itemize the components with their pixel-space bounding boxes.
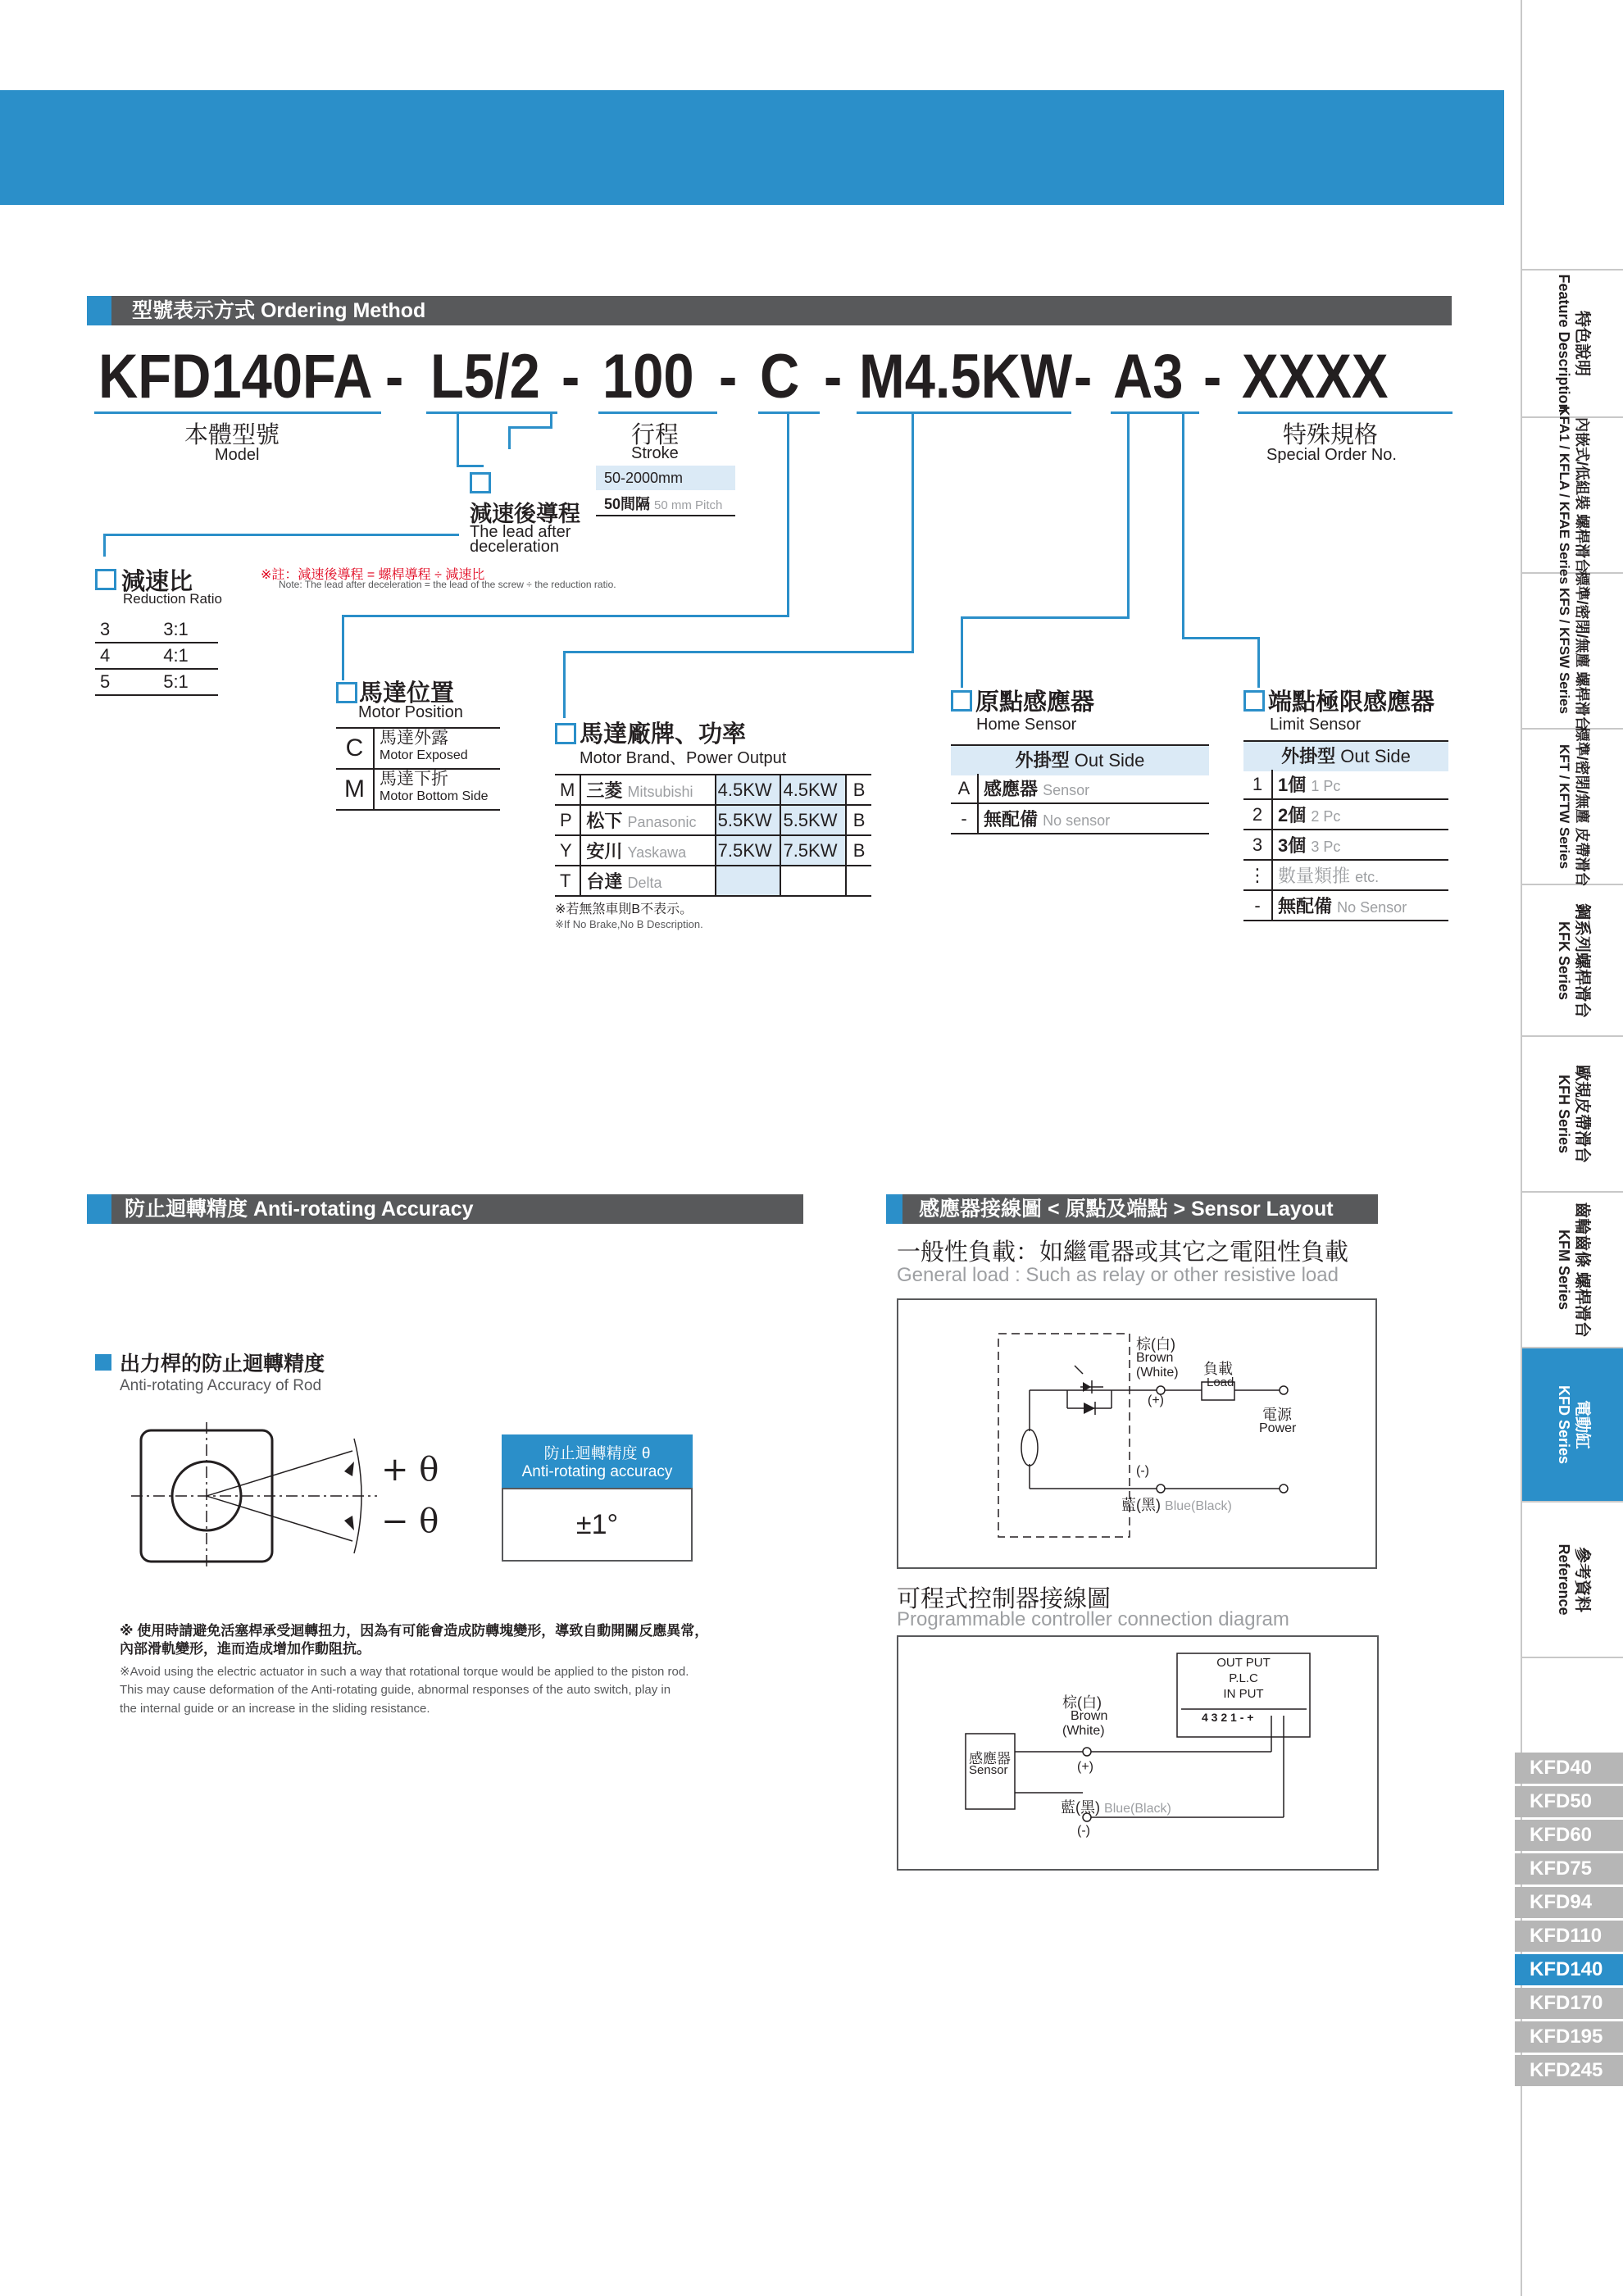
separator: - bbox=[1074, 342, 1093, 411]
model-tab-kfd195[interactable]: KFD195 bbox=[1515, 2021, 1623, 2053]
underline bbox=[94, 411, 381, 414]
power-label: 電源 bbox=[1262, 1407, 1292, 1423]
connector bbox=[1182, 414, 1184, 639]
lead-label-en-2: deceleration bbox=[470, 538, 559, 556]
connector bbox=[508, 426, 511, 449]
table-row: M 馬達下折 Motor Bottom Side bbox=[336, 770, 500, 811]
lead-note-en: Note: The lead after deceleration = the lead of the screw ÷ the reduction ratio. bbox=[279, 579, 616, 590]
table-row: 5 5:1 bbox=[95, 669, 218, 695]
separator: - bbox=[824, 342, 843, 411]
table-row: T 台達 Delta bbox=[555, 866, 871, 896]
bullet bbox=[95, 1354, 111, 1371]
model-code: KFD140FA bbox=[98, 342, 373, 411]
table-row: 3 3:1 bbox=[95, 617, 218, 643]
stroke-code: 100 bbox=[602, 342, 694, 411]
position-label: 馬達位置 bbox=[359, 680, 455, 707]
connector bbox=[342, 615, 789, 617]
ratio-table bbox=[95, 617, 218, 696]
minus-theta: − θ bbox=[381, 1503, 439, 1540]
load-label: 負載 bbox=[1203, 1361, 1233, 1377]
ratio-label-en: Reduction Ratio bbox=[123, 591, 222, 607]
brown-label-en: Brown bbox=[1136, 1351, 1174, 1365]
sidebar-tab-reference[interactable]: 參考資料 Reference bbox=[1522, 1503, 1623, 1658]
connector bbox=[563, 651, 914, 653]
anti-section-title: 防止迴轉精度 Anti-rotating Accuracy bbox=[87, 1194, 803, 1224]
sidebar-tab-kfs[interactable]: 標準/密閉/無塵 螺桿滑台 KFS / KFSW Series bbox=[1522, 574, 1623, 730]
anti-sub-title: 出力桿的防止迴轉精度 bbox=[120, 1353, 325, 1375]
sensor-section-title: 感應器接線圖 < 原點及端點 > Sensor Layout bbox=[886, 1194, 1378, 1224]
lead-note: ※註：減速後導程 = 螺桿導程 ÷ 減速比 bbox=[261, 568, 485, 582]
position-label-en: Motor Position bbox=[358, 703, 463, 721]
brand-note: ※若無煞車則B不表示。 bbox=[555, 902, 693, 916]
model-tab-kfd140[interactable]: KFD140 bbox=[1515, 1954, 1623, 1985]
plc-blue-label: 藍(黑) Blue(Black) bbox=[1061, 1799, 1171, 1816]
model-tab-kfd75[interactable]: KFD75 bbox=[1515, 1853, 1623, 1885]
connector bbox=[103, 534, 106, 557]
table-row: - 無配備 No Sensor bbox=[1243, 890, 1448, 921]
special-label-en: Special Order No. bbox=[1266, 446, 1397, 464]
stroke-range: 50-2000mm bbox=[596, 466, 735, 490]
connector bbox=[457, 465, 484, 467]
connector bbox=[912, 414, 914, 653]
warning-en-3: the internal guide or an increase in the sliding resistance. bbox=[120, 1702, 430, 1716]
brown-label: 棕(白) bbox=[1136, 1336, 1175, 1353]
table-row: 1 1個 1 Pc bbox=[1243, 770, 1448, 799]
model-tab-kfd94[interactable]: KFD94 bbox=[1515, 1887, 1623, 1918]
plc-brown-en: Brown bbox=[1071, 1709, 1108, 1723]
position-checkbox bbox=[336, 682, 357, 703]
lead-code: L5/2 bbox=[430, 342, 540, 411]
limit-table bbox=[1243, 770, 1448, 921]
brand-label: 馬達廠牌、功率 bbox=[580, 721, 747, 748]
connector bbox=[1257, 637, 1260, 688]
table-row: A 感應器 Sensor bbox=[951, 774, 1209, 803]
connector bbox=[508, 426, 552, 429]
limit-label: 端點極限感應器 bbox=[1268, 689, 1435, 716]
general-load-diagram bbox=[897, 1298, 1377, 1569]
warning-zh-2: 內部滑軌變形，進而造成增加作動阻抗。 bbox=[120, 1641, 371, 1657]
sidebar-tab-kfm[interactable]: 齒輪齒條 螺桿滑台 KFM Series bbox=[1522, 1193, 1623, 1348]
connector bbox=[103, 534, 459, 536]
brand-label-en: Motor Brand、Power Output bbox=[580, 749, 787, 767]
stroke-label: 行程 bbox=[631, 422, 680, 448]
separator: - bbox=[1203, 342, 1222, 411]
motor-code: M4.5KW bbox=[859, 342, 1073, 411]
separator: - bbox=[719, 342, 738, 411]
lead-checkbox bbox=[470, 472, 491, 493]
plc-sensor-label: 感應器 bbox=[969, 1751, 1011, 1766]
table-row: ⋮ 數量類推 etc. bbox=[1243, 860, 1448, 890]
anti-rotation-diagram bbox=[131, 1422, 426, 1570]
brown-label-en-2: (White) bbox=[1136, 1366, 1179, 1380]
blue-label: 藍(黑) Blue(Black) bbox=[1121, 1497, 1232, 1513]
home-table bbox=[951, 774, 1209, 834]
table-row: 3 3個 3 Pc bbox=[1243, 830, 1448, 860]
ratio-checkbox bbox=[95, 569, 116, 590]
plus-theta: + θ bbox=[381, 1451, 439, 1489]
accuracy-value: ±1° bbox=[502, 1488, 693, 1562]
table-row: C 馬達外露 Motor Exposed bbox=[336, 729, 500, 770]
minus-label: (-) bbox=[1136, 1464, 1149, 1478]
connector bbox=[563, 651, 566, 718]
connector bbox=[1182, 637, 1260, 639]
warning-en-2: This may cause deformation of the Anti-rotating guide, abnormal responses of the auto switch, play in bbox=[120, 1683, 671, 1697]
table-row: 2 2個 2 Pc bbox=[1243, 799, 1448, 830]
home-label-en: Home Sensor bbox=[976, 716, 1077, 734]
table-row: P 松下 Panasonic 5.5KW 5.5KW B bbox=[555, 805, 871, 835]
plc-brown-label: 棕(白) bbox=[1062, 1694, 1102, 1711]
model-tab-kfd110[interactable]: KFD110 bbox=[1515, 1921, 1623, 1952]
limit-checkbox bbox=[1243, 690, 1265, 712]
table-row: - 無配備 No sensor bbox=[951, 803, 1209, 834]
plc-terminals: 4 3 2 1 - + bbox=[1202, 1711, 1254, 1724]
table-row: M 三菱 Mitsubishi 4.5KW 4.5KW B bbox=[555, 775, 871, 805]
general-load-title-en: General load : Such as relay or other resistive load bbox=[897, 1264, 1339, 1286]
plus-label: (+) bbox=[1148, 1394, 1164, 1407]
special-label: 特殊規格 bbox=[1283, 422, 1379, 448]
connector bbox=[961, 616, 963, 688]
model-label: 本體型號 bbox=[184, 422, 280, 448]
plc-plus-label: (+) bbox=[1077, 1760, 1093, 1774]
underline bbox=[426, 411, 557, 414]
underline bbox=[1238, 411, 1453, 414]
warning-zh-1: ※ 使用時請避免活塞桿承受迴轉扭力，因為有可能會造成防轉塊變形，導致自動開關反應異常， bbox=[120, 1623, 709, 1639]
model-tab-kfd170[interactable]: KFD170 bbox=[1515, 1988, 1623, 2019]
underline bbox=[598, 411, 717, 414]
limit-header: 外掛型 Out Side bbox=[1243, 740, 1448, 771]
connector bbox=[787, 414, 789, 617]
plc-minus-label: (-) bbox=[1077, 1824, 1090, 1838]
sensor-code: A3 bbox=[1113, 342, 1184, 411]
limit-label-en: Limit Sensor bbox=[1270, 716, 1362, 734]
special-code: XXXX bbox=[1242, 342, 1389, 411]
stroke-label-en: Stroke bbox=[631, 444, 679, 462]
separator: - bbox=[561, 342, 580, 411]
underline bbox=[1111, 411, 1199, 414]
sidebar-tab-kfh[interactable]: 歐規皮帶滑台 KFH Series bbox=[1522, 1037, 1623, 1193]
plc-sensor-label-en: Sensor bbox=[969, 1763, 1008, 1777]
accuracy-header: 防止迴轉精度 θ Anti-rotating accuracy bbox=[502, 1434, 693, 1488]
plc-title-en: Programmable controller connection diagram bbox=[897, 1608, 1289, 1630]
home-checkbox bbox=[951, 690, 972, 712]
stroke-pitch: 50間隔 50 mm Pitch bbox=[596, 492, 735, 516]
ratio-label: 減速比 bbox=[121, 569, 193, 595]
model-label-en: Model bbox=[215, 446, 260, 464]
general-load-title: 一般性負載：如繼電器或其它之電阻性負載 bbox=[897, 1239, 1349, 1266]
power-label-en: Power bbox=[1259, 1421, 1297, 1435]
model-tab-kfd245[interactable]: KFD245 bbox=[1515, 2055, 1623, 2086]
brand-checkbox bbox=[555, 723, 576, 744]
sidebar-tab-kfa[interactable]: 內嵌式/低組裝 螺桿滑台 KFA1 / KFLA / KFAE Series bbox=[1522, 418, 1623, 574]
lead-label-en-1: The lead after bbox=[470, 523, 571, 541]
connector bbox=[342, 615, 344, 680]
home-label: 原點感應器 bbox=[975, 689, 1095, 716]
lead-label: 減速後導程 bbox=[470, 502, 580, 526]
model-tab-kfd40[interactable]: KFD40 bbox=[1515, 1753, 1623, 1784]
sidebar-tab-feature[interactable]: 特色說明 Feature Description bbox=[1522, 271, 1623, 418]
model-tab-kfd60[interactable]: KFD60 bbox=[1515, 1820, 1623, 1851]
ordering-section-title: 型號表示方式 Ordering Method bbox=[87, 296, 1452, 325]
brand-note-en: ※If No Brake,No B Description. bbox=[555, 918, 703, 930]
connector bbox=[1127, 414, 1130, 619]
plc-box-label: OUT PUT P.L.C IN PUT bbox=[1216, 1656, 1271, 1701]
brand-table bbox=[555, 774, 871, 897]
connector bbox=[961, 616, 1130, 619]
plc-brown-en-2: (White) bbox=[1062, 1724, 1105, 1738]
underline bbox=[857, 411, 1071, 414]
load-label-en: Load bbox=[1207, 1375, 1234, 1389]
sidebar-tab-kfk[interactable]: 鋼系列螺桿滑台 KFK Series bbox=[1522, 885, 1623, 1037]
home-header: 外掛型 Out Side bbox=[951, 744, 1209, 775]
separator: - bbox=[385, 342, 404, 411]
warning-en-1: ※Avoid using the electric actuator in such a way that rotational torque would be applied to the piston rod. bbox=[120, 1665, 689, 1679]
top-banner bbox=[0, 90, 1504, 205]
plc-title: 可程式控制器接線圖 bbox=[897, 1586, 1112, 1612]
model-tab-kfd50[interactable]: KFD50 bbox=[1515, 1786, 1623, 1817]
position-code: C bbox=[760, 342, 800, 411]
table-row: Y 安川 Yaskawa 7.5KW 7.5KW B bbox=[555, 835, 871, 866]
anti-sub-title-en: Anti-rotating Accuracy of Rod bbox=[120, 1377, 322, 1394]
connector bbox=[457, 414, 459, 467]
table-row: 4 4:1 bbox=[95, 643, 218, 669]
sidebar-tab-kfd[interactable]: 電動缸 KFD Series bbox=[1522, 1348, 1623, 1503]
sidebar-tab-kft[interactable]: 標準/密閉/無塵 皮帶滑台 KFT / KFTW Series bbox=[1522, 730, 1623, 885]
plc-diagram bbox=[897, 1635, 1379, 1871]
position-table bbox=[336, 727, 500, 811]
sidebar-spacer bbox=[1522, 0, 1623, 271]
